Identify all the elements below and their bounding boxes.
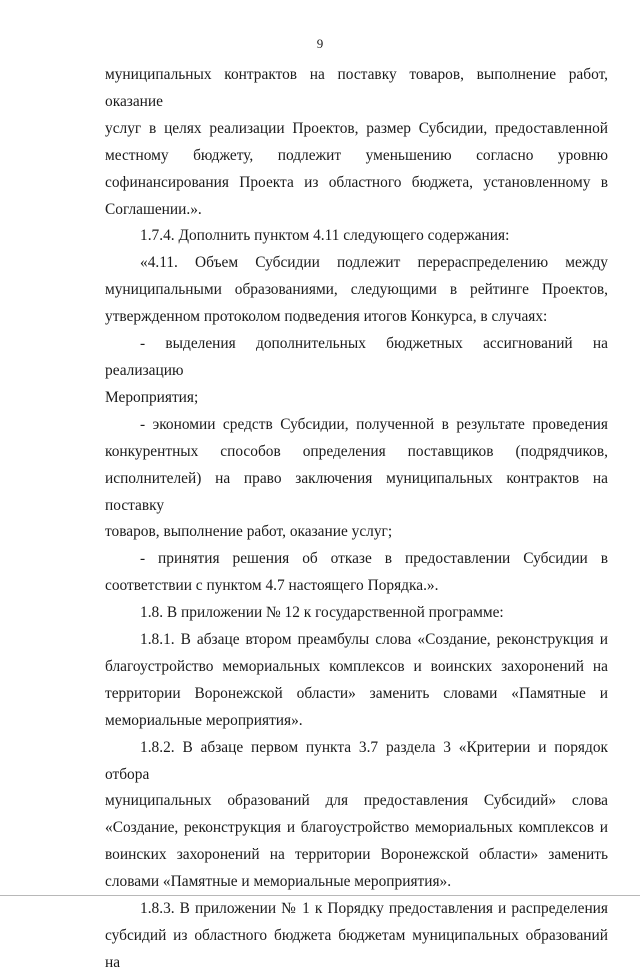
text-line: мемориальные мероприятия». — [105, 711, 303, 729]
paragraph — [105, 735, 608, 896]
paragraph — [105, 896, 608, 977]
text-line: 1.8.1. В абзаце втором преамбулы слова «Создание, реконструкция и — [140, 631, 608, 649]
text-line: «Создание, реконструкция и благоустройство мемориальных комплексов и — [105, 819, 608, 837]
paragraph — [105, 331, 608, 412]
text-line: «4.11. Объем Субсидии подлежит перераспределению между — [140, 254, 608, 272]
paragraph — [105, 223, 608, 250]
text-line: конкурентных способов определения поставщиков (подрядчиков, — [105, 442, 608, 460]
text-line: территории Воронежской области» заменить словами «Памятные и — [105, 684, 608, 702]
text-line: утвержденном протоколом подведения итогов Конкурса, в случаях: — [105, 308, 548, 326]
text-line: муниципальными образованиями, следующими в рейтинге Проектов, — [105, 281, 608, 299]
text-line: софинансирования Проекта из областного бюджета, установленному в — [105, 173, 608, 191]
text-line: местному бюджету, подлежит уменьшению согласно уровню — [105, 146, 608, 164]
page-number: 9 — [316, 36, 324, 51]
text-line: услуг в целях реализации Проектов, размер Субсидии, предоставленной — [105, 119, 608, 137]
text-line: Мероприятия; — [105, 388, 199, 406]
paragraph — [105, 62, 608, 223]
text-line: - принятия решения об отказе в предоставлении Субсидии в — [140, 550, 608, 568]
text-line: благоустройство мемориальных комплексов и воинских захоронений на — [105, 657, 608, 675]
paragraph — [105, 600, 608, 627]
text-line: товаров, выполнение работ, оказание услуг; — [105, 523, 393, 541]
text-line: исполнителей) на право заключения муниципальных контрактов на поставку — [105, 469, 608, 514]
text-line: - экономии средств Субсидии, полученной в результате проведения — [140, 415, 608, 433]
text-line: Соглашении.». — [105, 200, 202, 218]
text-line: муниципальных образований для предоставления Субсидий» слова — [105, 792, 608, 810]
paragraph — [105, 627, 608, 735]
text-line: воинских захоронений на территории Воронежской области» заменить — [105, 846, 608, 864]
paragraph — [105, 546, 608, 600]
text-line: словами «Памятные и мемориальные мероприятия». — [105, 873, 452, 891]
document-body — [105, 62, 608, 977]
scan-edge-divider — [0, 895, 640, 896]
text-line: 1.8. В приложении № 12 к государственной программе: — [140, 604, 504, 622]
text-line: соответствии с пунктом 4.7 настоящего Порядка.». — [105, 577, 439, 595]
paragraph — [105, 250, 608, 331]
text-line: 1.7.4. Дополнить пунктом 4.11 следующего содержания: — [140, 227, 510, 245]
text-line: муниципальных контрактов на поставку товаров, выполнение работ, оказание — [105, 66, 608, 110]
text-line: субсидий из областного бюджета бюджетам муниципальных образований на — [105, 927, 608, 971]
text-line: 1.8.3. В приложении № 1 к Порядку предоставления и распределения — [140, 900, 608, 918]
text-line: - выделения дополнительных бюджетных ассигнований на реализацию — [105, 335, 608, 379]
paragraph — [105, 412, 608, 547]
text-line: 1.8.2. В абзаце первом пункта 3.7 раздела 3 «Критерии и порядок отбора — [105, 738, 608, 783]
